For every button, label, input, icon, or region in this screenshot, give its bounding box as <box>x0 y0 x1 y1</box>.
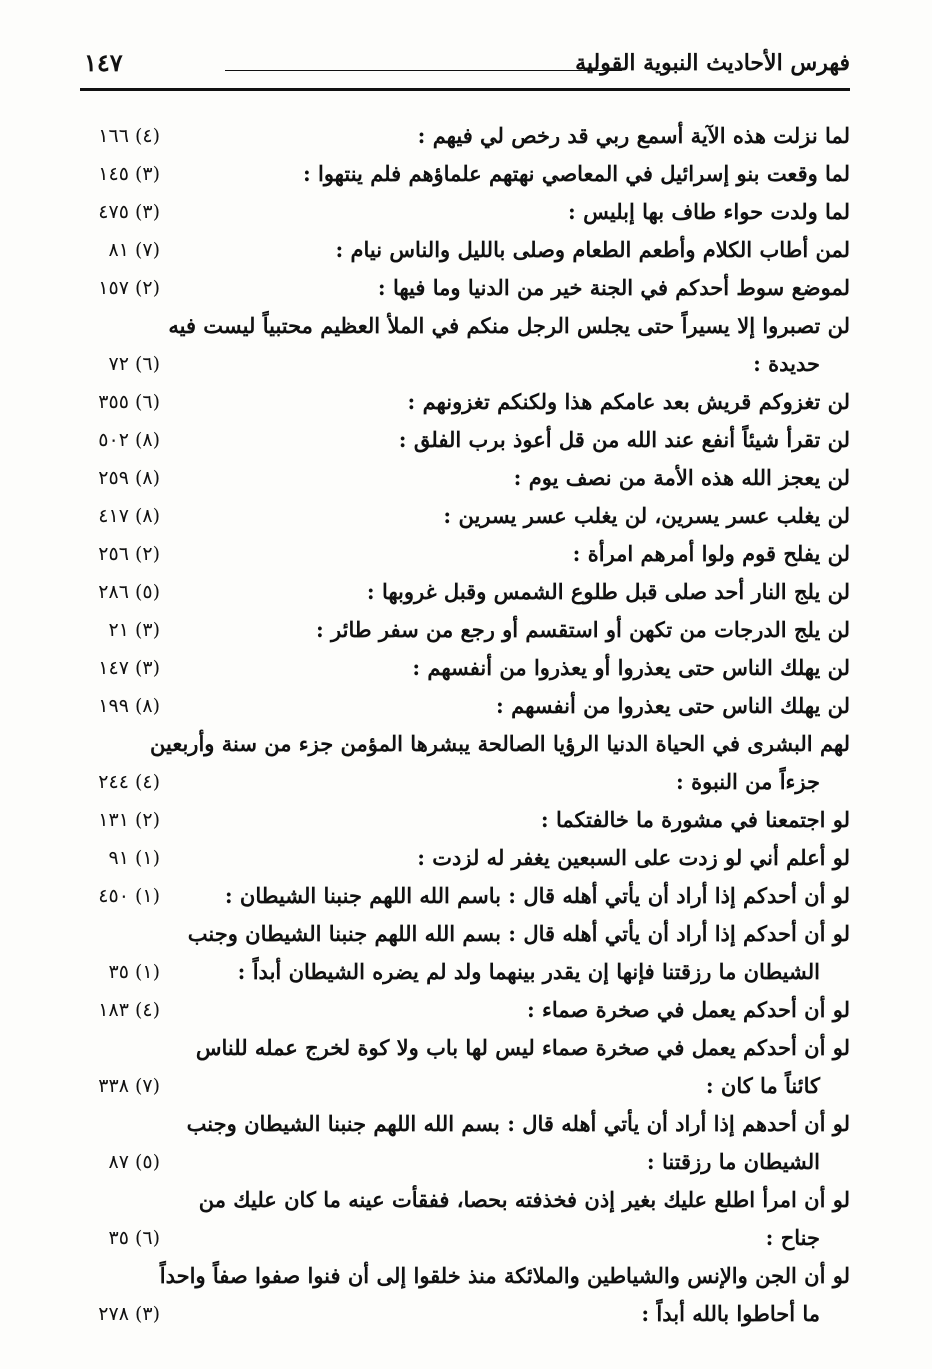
page-header <box>80 44 850 91</box>
hadith-reference: (٦) ٣٥٥ <box>98 391 160 413</box>
hadith-reference: (٢) ١٣١ <box>98 809 160 831</box>
hadith-text: لن يهلك الناس حتى يعذروا أو يعذروا من أنفسهم : <box>412 655 850 680</box>
hadith-reference: (٤) ٢٤٤ <box>98 771 160 793</box>
hadith-reference: (٨) ٤١٧ <box>98 505 160 527</box>
hadith-text: لو أن أحدكم إذا أراد أن يأتي أهله قال : باسم الله اللهم جنبنا الشيطان : <box>224 883 850 908</box>
hadith-reference: (٨) ٥٠٢ <box>98 429 160 451</box>
hadith-text: لن يلج الدرجات من تكهن أو استقسم أو رجع من سفر طائر : <box>315 617 850 642</box>
hadith-text: لن يلج النار أحد صلى قبل طلوع الشمس وقبل غروبها : <box>366 579 850 604</box>
index-entry <box>0 193 932 231</box>
page-number: ١٤٧ <box>84 48 123 77</box>
index-entry <box>0 649 932 687</box>
hadith-text: لهم البشرى في الحياة الدنيا الرؤيا الصالحة يبشرها المؤمن جزء من سنة وأربعين <box>150 731 850 756</box>
index-entry <box>0 991 932 1029</box>
hadith-text-continuation: كائناً ما كان : <box>705 1073 820 1098</box>
index-entry <box>0 1029 932 1105</box>
hadith-text: لو أن الجن والإنس والشياطين والملائكة منذ خلقوا إلى أن فنوا صفوا صفاً واحداً <box>159 1263 850 1288</box>
hadith-text: لو أن أحدكم إذا أراد أن يأتي أهله قال : بسم الله اللهم جنبنا الشيطان وجنب <box>187 921 850 946</box>
hadith-text-continuation: جزءاً من النبوة : <box>676 769 820 794</box>
index-entry <box>0 687 932 725</box>
hadith-reference: (١) ٩١ <box>108 847 160 869</box>
hadith-text-continuation: ما أحاطوا بالله أبداً : <box>641 1301 820 1326</box>
index-entry <box>0 231 932 269</box>
hadith-text: لو أن أحدكم يعمل في صخرة صماء ليس لها باب ولا كوة لخرج عمله للناس <box>195 1035 850 1060</box>
hadith-text: لو أعلم أني لو زدت على السبعين يغفر له لزدت : <box>417 845 850 870</box>
hadith-reference: (٦) ٧٢ <box>108 353 160 375</box>
hadith-reference: (٣) ٢١ <box>108 619 160 641</box>
hadith-text-continuation: الشيطان ما رزقتنا فإنها إن يقدر بينهما ولد لم يضره الشيطان أبداً : <box>237 959 820 984</box>
hadith-reference: (٣) ٤٧٥ <box>98 201 160 223</box>
hadith-text: لن يهلك الناس حتى يعذروا من أنفسهم : <box>496 693 850 718</box>
hadith-reference: (٧) ٨١ <box>108 239 160 261</box>
header-rule <box>225 70 622 71</box>
index-entry <box>0 421 932 459</box>
hadith-reference: (٤) ١٨٣ <box>98 999 160 1021</box>
index-entry <box>0 573 932 611</box>
hadith-text: لو أن أحدهم إذا أراد أن يأتي أهله قال : بسم الله اللهم جنبنا الشيطان وجنب <box>186 1111 850 1136</box>
hadith-reference: (٢) ١٥٧ <box>98 277 160 299</box>
index-entry <box>0 915 932 991</box>
hadith-text: لو أن أحدكم يعمل في صخرة صماء : <box>526 997 850 1022</box>
hadith-text: لمن أطاب الكلام وأطعم الطعام وصلى بالليل والناس نيام : <box>335 237 850 262</box>
hadith-text: لن تغزوكم قريش بعد عامكم هذا ولكنكم تغزونهم : <box>407 389 850 414</box>
index-entry <box>0 497 932 535</box>
index-entry <box>0 611 932 649</box>
hadith-text: لن يفلح قوم ولوا أمرهم امرأة : <box>572 541 850 566</box>
index-entry <box>0 269 932 307</box>
index-entry <box>0 117 932 155</box>
hadith-text: لو اجتمعنا في مشورة ما خالفتكما : <box>540 807 850 832</box>
hadith-text-continuation: جناح : <box>765 1225 820 1250</box>
hadith-reference: (٦) ٣٥ <box>108 1227 160 1249</box>
index-entry <box>0 1257 932 1333</box>
hadith-text-continuation: الشيطان ما رزقتنا : <box>646 1149 820 1174</box>
hadith-reference: (٥) ٢٨٦ <box>98 581 160 603</box>
hadith-reference: (٣) ١٤٥ <box>98 163 160 185</box>
hadith-text: لن تقرأ شيئاً أنفع عند الله من قل أعوذ برب الفلق : <box>398 427 850 452</box>
hadith-reference: (٧) ٣٣٨ <box>98 1075 160 1097</box>
index-entry <box>0 839 932 877</box>
hadith-text: لن تصبروا إلا يسيراً حتى يجلس الرجل منكم في الملأ العظيم محتبياً ليست فيه <box>168 313 850 338</box>
hadith-text-continuation: حديدة : <box>753 351 820 376</box>
index-entry <box>0 1105 932 1181</box>
hadith-text: لن يغلب عسر يسرين، لن يغلب عسر يسرين : <box>443 503 850 528</box>
hadith-reference: (٨) ٢٥٩ <box>98 467 160 489</box>
hadith-reference: (٣) ٢٧٨ <box>98 1303 160 1325</box>
hadith-text: لن يعجز الله هذه الأمة من نصف يوم : <box>513 465 850 490</box>
hadith-reference: (٣) ١٤٧ <box>98 657 160 679</box>
hadith-reference: (٢) ٢٥٦ <box>98 543 160 565</box>
header-title: فهرس الأحاديث النبوية القولية <box>575 50 850 76</box>
index-entry <box>0 725 932 801</box>
hadith-reference: (٤) ١٦٦ <box>98 125 160 147</box>
hadith-reference: (٨) ١٩٩ <box>98 695 160 717</box>
hadith-reference: (١) ٤٥٠ <box>98 885 160 907</box>
hadith-text: لما ولدت حواء طاف بها إبليس : <box>568 199 850 224</box>
index-entry <box>0 877 932 915</box>
hadith-reference: (٥) ٨٧ <box>108 1151 160 1173</box>
hadith-text: لما وقعت بنو إسرائيل في المعاصي نهتهم علماؤهم فلم ينتهوا : <box>302 161 850 186</box>
index-entry <box>0 383 932 421</box>
index-entry <box>0 801 932 839</box>
hadith-reference: (١) ٣٥ <box>108 961 160 983</box>
hadith-text: لما نزلت هذه الآية أسمع ربي قد رخص لي فيهم : <box>417 123 850 148</box>
index-entry <box>0 155 932 193</box>
index-entry <box>0 1181 932 1257</box>
index-entry <box>0 459 932 497</box>
index-entry <box>0 535 932 573</box>
hadith-text: لموضع سوط أحدكم في الجنة خير من الدنيا وما فيها : <box>377 275 850 300</box>
hadith-text: لو أن امرأ اطلع عليك بغير إذن فخذفته بحصا، ففقأت عينه ما كان عليك من <box>198 1187 850 1212</box>
index-entry <box>0 307 932 383</box>
